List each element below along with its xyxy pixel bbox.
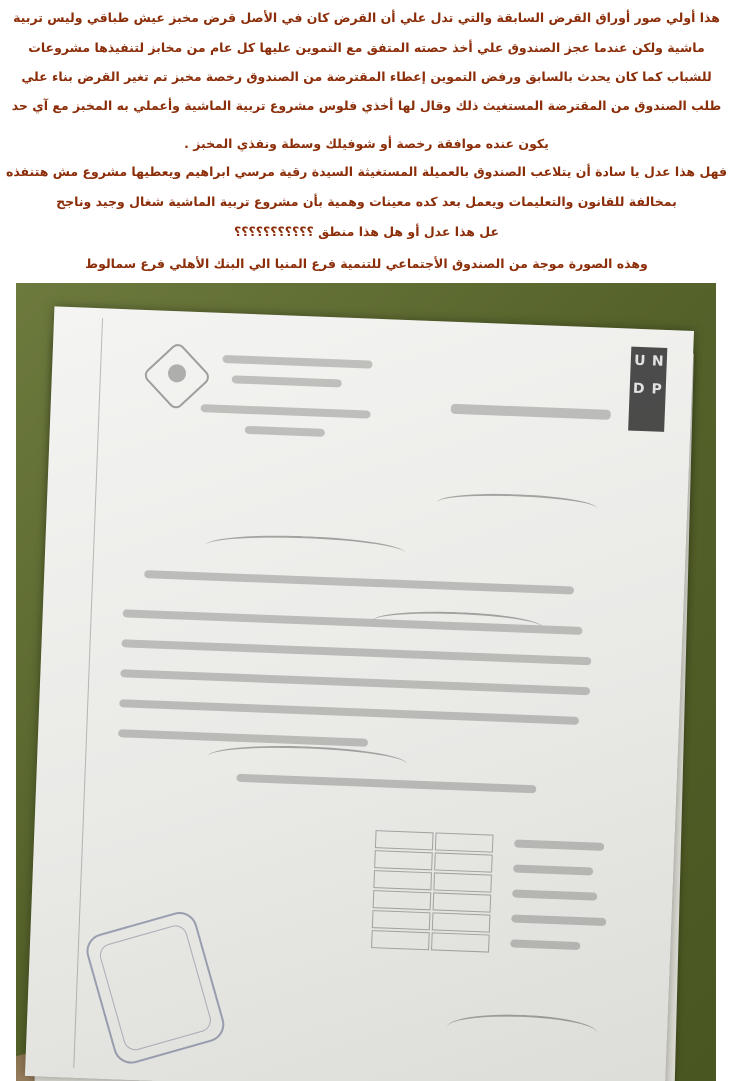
attachments-text-blur bbox=[511, 914, 606, 926]
header-text-blur bbox=[451, 404, 611, 420]
attachments-text-blur bbox=[513, 864, 593, 875]
logo-letter-d: D bbox=[632, 380, 645, 398]
header-text-blur bbox=[222, 355, 372, 369]
text-line-2: ماشية ولكن عندما عجز الصندوق علي أخذ حصته المتفق مع التموين عليها كل عام من مخابز لتنفيذها مشروعات bbox=[28, 40, 705, 55]
text-line-1: هذا أولي صور أوراق القرض السابقة والتي تدل علي أن القرض كان في الأصل قرض مخبز عيش طباقي وليس تربية bbox=[13, 10, 720, 25]
body-text-blur bbox=[236, 774, 536, 794]
header-text-blur bbox=[201, 404, 371, 419]
attachments-checklist bbox=[370, 829, 495, 954]
body-text-blur bbox=[119, 699, 579, 725]
signature-scribble bbox=[447, 1012, 598, 1048]
complaint-text bbox=[0, 0, 733, 282]
body-text-blur bbox=[121, 639, 591, 665]
text-line-6: فهل هذا عدل يا سادة أن يتلاعب الصندوق بالعميلة المستغيثة السيدة رقية مرسي ابراهيم ويعطيها مشروع مش هتنفذه bbox=[5, 164, 728, 179]
attachments-text-blur bbox=[512, 889, 597, 900]
loan-document-paper bbox=[25, 306, 694, 1081]
document-photo bbox=[16, 283, 716, 1081]
stamp-icon bbox=[82, 908, 228, 1068]
text-line-3: للشباب كما كان يحدث بالسابق ورفض التموين إعطاء المقترضة من الصندوق رخصة مخبز تم تغير القرض بناء علي bbox=[21, 69, 712, 84]
header-text-blur bbox=[245, 426, 325, 437]
eagle-emblem-icon bbox=[142, 341, 213, 412]
body-text-blur bbox=[144, 570, 574, 595]
text-line-8: عل هذا عدل أو هل هذا منطق ؟؟؟؟؟؟؟؟؟؟؟ bbox=[233, 224, 500, 239]
logo-letter-p: P bbox=[651, 381, 663, 398]
header-text-blur bbox=[232, 375, 342, 387]
undp-logo bbox=[628, 347, 667, 432]
text-line-4: طلب الصندوق من المقترضة المستغيث ذلك وقال لها أخذي فلوس مشروع تربية الماشية وأعملي به المخبز مع آي حد bbox=[11, 98, 722, 113]
text-line-5: يكون عنده موافقة رخصة أو شوفيلك وسطة ونفذي المخبز . bbox=[184, 136, 549, 151]
logo-letter-n: N bbox=[651, 353, 664, 370]
body-text-blur bbox=[120, 669, 590, 695]
text-line-7: بمخالفة للقانون والتعليمات ويعمل بعد كده معينات وهمية بأن مشروع تربية الماشية شغال وجيد وناجح bbox=[56, 194, 677, 209]
handwriting-scribble bbox=[437, 491, 598, 519]
handwriting-scribble bbox=[205, 532, 406, 566]
attachments-text-blur bbox=[514, 839, 604, 850]
logo-letter-u: U bbox=[633, 352, 646, 370]
body-text-blur bbox=[118, 729, 368, 747]
handwriting-scribble bbox=[207, 743, 408, 779]
text-line-9: وهذه الصورة موجة من الصندوق الأجتماعي للتنمية فرع المنيا الي البنك الأهلي فرع سمالوط bbox=[85, 256, 648, 271]
attachments-text-blur bbox=[510, 939, 580, 950]
